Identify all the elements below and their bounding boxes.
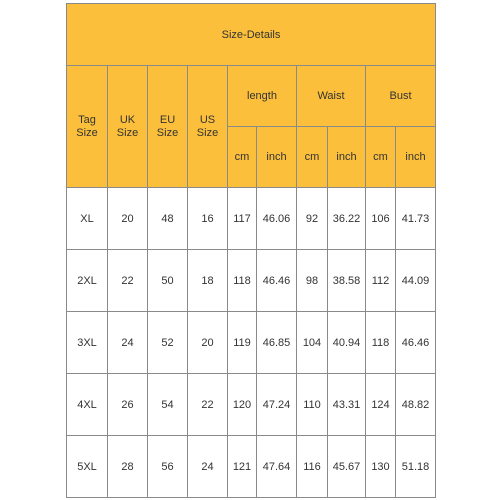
table-cell: 56 [148, 436, 188, 498]
unit-header: inch [328, 127, 366, 188]
size-rows [67, 188, 436, 498]
table-cell: 46.46 [257, 250, 297, 312]
table-row [67, 374, 436, 436]
table-cell: 54 [148, 374, 188, 436]
uk-size-header-line1: UK [119, 113, 136, 126]
table-cell: 117 [228, 188, 257, 250]
table-cell: 46.85 [257, 312, 297, 374]
table-row [67, 436, 436, 498]
table-cell: 130 [366, 436, 396, 498]
table-cell: 121 [228, 436, 257, 498]
table-cell: 2XL [67, 250, 108, 312]
table-cell: 118 [228, 250, 257, 312]
size-details-table [66, 3, 436, 498]
table-cell: 51.18 [396, 436, 436, 498]
table-cell: 3XL [67, 312, 108, 374]
tag-size-header [67, 66, 108, 188]
table-cell: 120 [228, 374, 257, 436]
unit-header: cm [366, 127, 396, 188]
unit-header: inch [396, 127, 436, 188]
table-cell: 43.31 [328, 374, 366, 436]
table-cell: 48.82 [396, 374, 436, 436]
table-cell: 106 [366, 188, 396, 250]
table-cell: 22 [188, 374, 228, 436]
table-cell: 38.58 [328, 250, 366, 312]
table-cell: 47.64 [257, 436, 297, 498]
tag-size-header-line1: Tag [78, 113, 96, 126]
table-cell: 98 [297, 250, 328, 312]
table-cell: 20 [188, 312, 228, 374]
table-cell: 112 [366, 250, 396, 312]
tag-size-header-line2: Size [76, 126, 98, 139]
table-cell: 48 [148, 188, 188, 250]
bust-header: Bust [366, 66, 436, 127]
table-cell: 52 [148, 312, 188, 374]
table-cell: 4XL [67, 374, 108, 436]
table-cell: 24 [108, 312, 148, 374]
table-cell: 50 [148, 250, 188, 312]
table-cell: 92 [297, 188, 328, 250]
table-cell: 36.22 [328, 188, 366, 250]
uk-size-header [108, 66, 148, 188]
table-cell: 16 [188, 188, 228, 250]
waist-header: Waist [297, 66, 366, 127]
us-size-header-line1: US [199, 113, 216, 126]
table-row [67, 188, 436, 250]
table-cell: 46.46 [396, 312, 436, 374]
unit-header: cm [228, 127, 257, 188]
eu-size-header-line1: EU [159, 113, 176, 126]
eu-size-header-line2: Size [156, 126, 179, 139]
table-cell: 45.67 [328, 436, 366, 498]
table-cell: 116 [297, 436, 328, 498]
table-cell: 20 [108, 188, 148, 250]
eu-size-header [148, 66, 188, 188]
table-cell: 40.94 [328, 312, 366, 374]
unit-header: inch [257, 127, 297, 188]
table-cell: XL [67, 188, 108, 250]
table-cell: 119 [228, 312, 257, 374]
table-cell: 118 [366, 312, 396, 374]
table-cell: 22 [108, 250, 148, 312]
table-cell: 44.09 [396, 250, 436, 312]
table-cell: 47.24 [257, 374, 297, 436]
table-cell: 46.06 [257, 188, 297, 250]
uk-size-header-line2: Size [116, 126, 139, 139]
length-header: length [228, 66, 297, 127]
table-cell: 124 [366, 374, 396, 436]
table-cell: 110 [297, 374, 328, 436]
table-cell: 41.73 [396, 188, 436, 250]
table-cell: 18 [188, 250, 228, 312]
table-cell: 26 [108, 374, 148, 436]
us-size-header-line2: Size [196, 126, 219, 139]
table-cell: 28 [108, 436, 148, 498]
us-size-header [188, 66, 228, 188]
table-cell: 5XL [67, 436, 108, 498]
unit-header: cm [297, 127, 328, 188]
table-cell: 104 [297, 312, 328, 374]
table-title: Size-Details [67, 4, 436, 66]
table-cell: 24 [188, 436, 228, 498]
table-row [67, 250, 436, 312]
table-row [67, 312, 436, 374]
